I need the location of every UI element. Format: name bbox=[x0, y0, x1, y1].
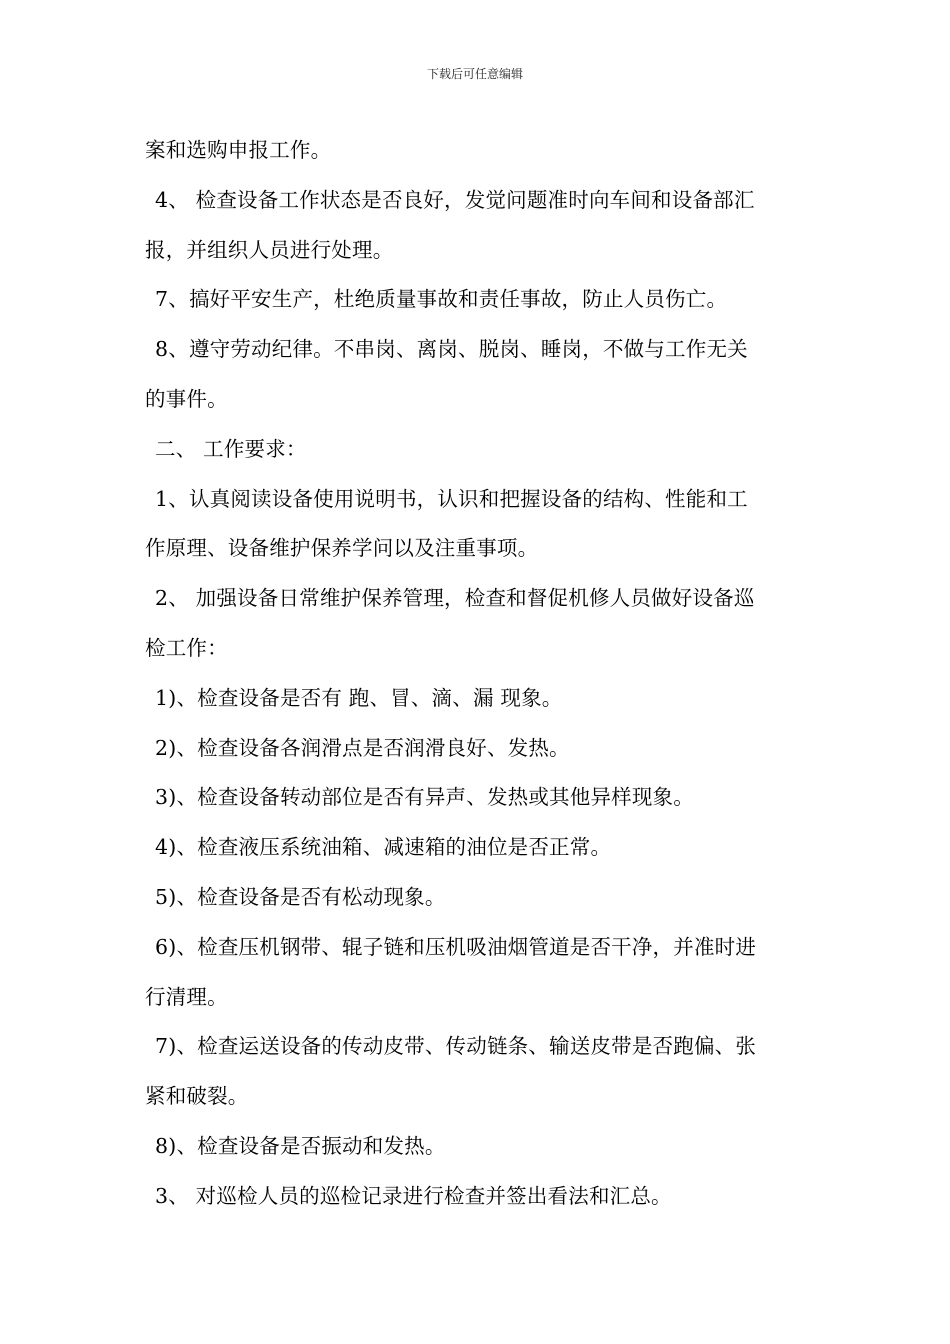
list-item: 8)、检查设备是否振动和发热。 bbox=[155, 1133, 446, 1158]
paragraph-line: 检工作： bbox=[145, 635, 228, 660]
paragraph-line: 3、 对巡检人员的巡检记录进行检查并签出看法和汇总。 bbox=[155, 1183, 672, 1208]
list-item: 5)、检查设备是否有松动现象。 bbox=[155, 884, 446, 909]
paragraph-line: 2、 加强设备日常维护保养管理，检查和督促机修人员做好设备巡 bbox=[155, 586, 755, 611]
paragraph-line: 行清理。 bbox=[145, 984, 228, 1009]
paragraph-line: 的事件。 bbox=[145, 386, 228, 411]
section-heading: 二、 工作要求： bbox=[155, 436, 307, 461]
list-item: 7)、检查运送设备的传动皮带、传动链条、输送皮带是否跑偏、张 bbox=[155, 1034, 757, 1059]
paragraph-line: 紧和破裂。 bbox=[145, 1084, 249, 1109]
paragraph-line: 报，并组织人员进行处理。 bbox=[145, 237, 394, 262]
page-header: 下载后可任意编辑 bbox=[426, 67, 523, 81]
document-body bbox=[145, 126, 810, 1222]
list-item: 1)、检查设备是否有 跑、冒、滴、漏 现象。 bbox=[155, 685, 563, 710]
paragraph-line: 7、搞好平安生产，杜绝质量事故和责任事故，防止人员伤亡。 bbox=[155, 287, 728, 312]
list-item: 3)、检查设备转动部位是否有异声、发热或其他异样现象。 bbox=[155, 785, 694, 810]
paragraph-line: 1、认真阅读设备使用说明书，认识和把握设备的结构、性能和工 bbox=[155, 486, 748, 511]
list-item: 2)、检查设备各润滑点是否润滑良好、发热。 bbox=[155, 735, 570, 760]
paragraph-line: 4、 检查设备工作状态是否良好，发觉问题准时向车间和设备部汇 bbox=[155, 187, 755, 212]
paragraph-line: 案和选购申报工作。 bbox=[145, 138, 332, 162]
list-item: 4)、检查液压系统油箱、减速箱的油位是否正常。 bbox=[155, 835, 612, 860]
paragraph-line: 8、遵守劳动纪律。不串岗、离岗、脱岗、睡岗，不做与工作无关 bbox=[155, 337, 748, 362]
paragraph-line: 作原理、设备维护保养学问以及注重事项。 bbox=[145, 536, 539, 561]
list-item: 6)、检查压机钢带、辊子链和压机吸油烟管道是否干净，并准时进 bbox=[155, 934, 757, 959]
